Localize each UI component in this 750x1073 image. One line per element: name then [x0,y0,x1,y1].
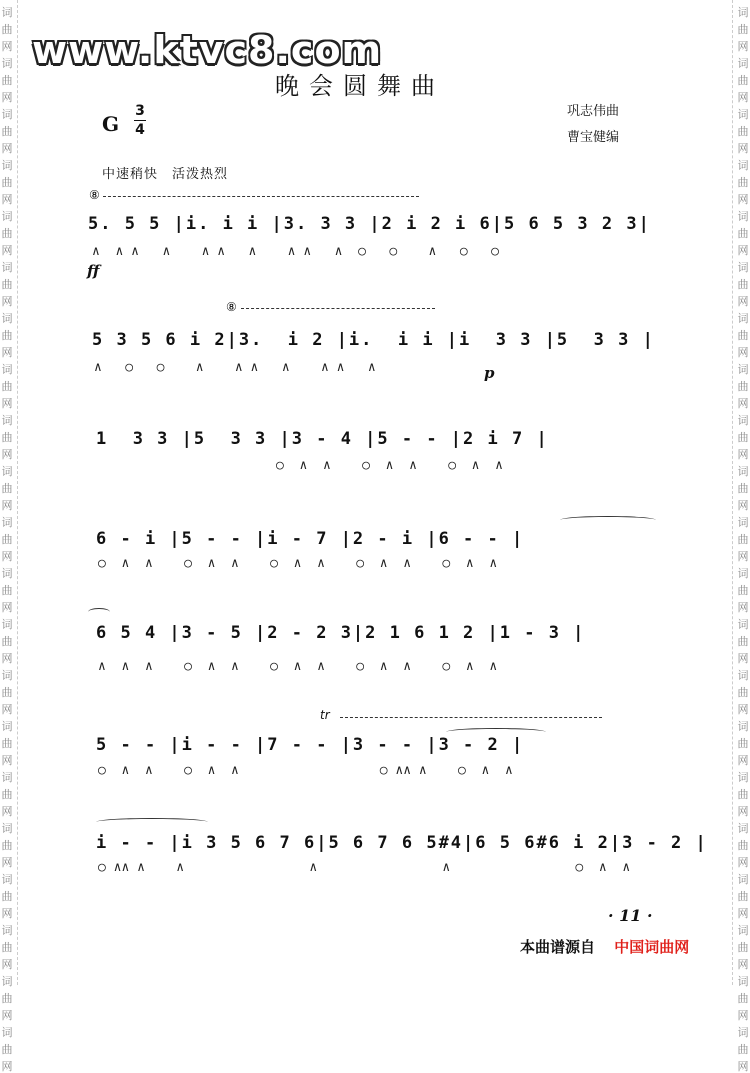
side-watermark-char: 词 [737,312,749,325]
side-watermark-char: 曲 [1,788,13,801]
side-watermark-char: 曲 [737,941,749,954]
site-watermark: www.ktvc8.com [32,28,383,72]
side-watermark-char: 网 [737,295,749,308]
side-watermark-char: 词 [737,159,749,172]
side-watermark-char: 词 [1,363,13,376]
articulation-row-6: ○ ∧ ∧ ○ ∧ ∧ ○ ∧∧ ∧ ○ ∧ ∧ [98,763,513,778]
side-watermark-char: 词 [1,414,13,427]
side-watermark-char: 曲 [1,227,13,240]
side-watermark-char: 曲 [737,278,749,291]
side-watermark-char: 曲 [1,74,13,87]
side-watermark-char: 词 [737,975,749,988]
side-watermark-char: 曲 [737,329,749,342]
side-watermark-char: 曲 [1,737,13,750]
side-watermark-char: 曲 [737,737,749,750]
side-watermark-char: 网 [737,550,749,563]
side-watermark-char: 曲 [737,176,749,189]
side-watermark-char: 网 [1,448,13,461]
side-watermark-char: 词 [1,822,13,835]
time-signature [134,103,146,138]
octave-dashed-line [103,196,419,197]
tie-arc [560,516,656,524]
source-site-link[interactable]: 中国词曲网 [614,938,690,956]
side-watermark-char: 网 [737,91,749,104]
side-watermark-char: 词 [737,567,749,580]
side-watermark-char: 词 [737,261,749,274]
side-watermark-char: 网 [1,958,13,971]
key-signature: G [102,112,120,136]
side-watermark-char: 曲 [737,125,749,138]
side-watermark-char: 词 [1,108,13,121]
side-watermark-char: 词 [737,108,749,121]
side-watermark-char: 网 [737,652,749,665]
side-watermark-char: 曲 [1,431,13,444]
side-watermark-char: 曲 [737,533,749,546]
side-watermark-char: 网 [1,550,13,563]
side-watermark-char: 网 [1,295,13,308]
side-watermark-char: 曲 [1,380,13,393]
side-watermark-char: 网 [737,397,749,410]
side-watermark-char: 网 [737,703,749,716]
octave-mark: ⑧ [226,300,237,314]
side-watermark-char: 词 [737,720,749,733]
side-watermark-char: 曲 [1,839,13,852]
side-watermark-char: 网 [737,40,749,53]
side-watermark-char: 曲 [1,482,13,495]
side-watermark-char: 曲 [737,431,749,444]
side-watermark-char: 曲 [1,125,13,138]
side-watermark-char: 网 [737,1060,749,1073]
side-watermark-char: 曲 [737,227,749,240]
side-watermark-char: 词 [1,261,13,274]
side-watermark-char: 词 [1,516,13,529]
side-watermark-char: 词 [737,414,749,427]
side-watermark-char: 曲 [737,23,749,36]
side-watermark-char: 网 [737,499,749,512]
side-watermark-char: 曲 [737,686,749,699]
side-watermark-char: 网 [737,346,749,359]
side-watermark-char: 词 [737,210,749,223]
side-watermark-char: 词 [1,567,13,580]
side-watermark-char: 曲 [737,74,749,87]
side-watermark-char: 词 [737,465,749,478]
source-footer [520,936,689,957]
side-watermark-char: 网 [737,856,749,869]
side-watermark-right [736,0,750,1073]
side-watermark-char: 网 [737,601,749,614]
dynamic-ff: ff [87,262,100,280]
side-watermark-char: 网 [1,1009,13,1022]
side-watermark-char: 曲 [1,176,13,189]
side-watermark-char: 词 [737,6,749,19]
side-watermark-char: 网 [1,652,13,665]
score-row-7: i - - |i 3 5 6 7 6|5 6 7 6 5#4|6 5 6#6 i 2|3 - 2 | [96,833,708,853]
score-row-2: 5 3 5 6 i 2|3. i 2 |i. i i |i 3 3 |5 3 3 | [92,330,655,350]
side-watermark-char: 词 [1,1026,13,1039]
side-watermark-char: 词 [737,771,749,784]
side-watermark-char: 曲 [1,533,13,546]
articulation-row-1: ∧ ∧ ∧ ∧ ∧ ∧ ∧ ∧ ∧ ∧ ○ ○ ∧ ○ ○ [92,244,499,259]
side-watermark-char: 曲 [1,1043,13,1056]
side-watermark-char: 网 [1,193,13,206]
side-watermark-left [0,0,14,1073]
left-border-line [17,0,18,985]
side-watermark-char: 词 [1,57,13,70]
side-watermark-char: 词 [1,771,13,784]
side-watermark-char: 网 [737,805,749,818]
side-watermark-char: 曲 [737,890,749,903]
composer-credit: 巩志伟曲 [567,104,620,119]
side-watermark-char: 词 [737,822,749,835]
side-watermark-char: 网 [737,1009,749,1022]
side-watermark-char: 网 [1,856,13,869]
side-watermark-char: 词 [737,516,749,529]
side-watermark-char: 网 [737,448,749,461]
right-border-line [732,0,733,985]
side-watermark-char: 曲 [737,635,749,648]
side-watermark-char: 网 [1,805,13,818]
side-watermark-char: 网 [1,1060,13,1073]
tie-arc [88,608,110,616]
side-watermark-char: 网 [1,40,13,53]
side-watermark-char: 网 [1,142,13,155]
side-watermark-char: 词 [737,57,749,70]
side-watermark-char: 网 [737,958,749,971]
side-watermark-char: 网 [1,907,13,920]
articulation-row-2: ∧ ○ ○ ∧ ∧ ∧ ∧ ∧ ∧ ∧ [94,360,376,375]
articulation-row-5: ∧ ∧ ∧ ○ ∧ ∧ ○ ∧ ∧ ○ ∧ ∧ ○ ∧ ∧ [98,659,498,674]
side-watermark-char: 网 [737,907,749,920]
song-title: 晚会圆舞曲 [275,72,445,100]
side-watermark-char: 曲 [737,788,749,801]
arranger-credit: 曹宝健编 [567,130,620,145]
side-watermark-char: 曲 [1,329,13,342]
articulation-row-7: ○ ∧∧ ∧ ∧ ∧ ∧ ○ ∧ ∧ [98,860,631,875]
octave-mark: ⑧ [89,188,100,202]
score-row-3: 1 3 3 |5 3 3 |3 - 4 |5 - - |2 i 7 | [96,429,549,449]
side-watermark-char: 曲 [1,992,13,1005]
side-watermark-char: 曲 [1,635,13,648]
side-watermark-char: 词 [737,924,749,937]
side-watermark-char: 网 [1,91,13,104]
octave-dashed-line [241,308,435,309]
side-watermark-char: 网 [1,703,13,716]
side-watermark-char: 曲 [1,278,13,291]
dynamic-p: p [484,364,495,382]
side-watermark-char: 网 [1,346,13,359]
side-watermark-char: 网 [737,244,749,257]
side-watermark-char: 曲 [737,380,749,393]
side-watermark-char: 曲 [737,839,749,852]
trill-mark: tr [320,708,330,722]
side-watermark-char: 曲 [737,992,749,1005]
side-watermark-char: 网 [1,244,13,257]
side-watermark-char: 曲 [1,890,13,903]
tempo-marking: 中速稍快 活泼热烈 [102,167,229,182]
score-row-6: 5 - - |i - - |7 - - |3 - - |3 - 2 | [96,735,525,755]
side-watermark-char: 曲 [1,23,13,36]
side-watermark-char: 词 [1,924,13,937]
side-watermark-char: 曲 [1,686,13,699]
side-watermark-char: 词 [1,975,13,988]
side-watermark-char: 曲 [737,584,749,597]
articulation-row-3: ○ ∧ ∧ ○ ∧ ∧ ○ ∧ ∧ [96,458,503,473]
side-watermark-char: 词 [737,1026,749,1039]
side-watermark-char: 词 [1,6,13,19]
source-label: 本曲谱源自 [520,938,596,956]
tie-arc [96,818,208,826]
side-watermark-char: 词 [1,210,13,223]
side-watermark-char: 词 [1,618,13,631]
side-watermark-char: 网 [737,754,749,767]
side-watermark-char: 词 [1,465,13,478]
side-watermark-char: 词 [737,669,749,682]
articulation-row-4: ○ ∧ ∧ ○ ∧ ∧ ○ ∧ ∧ ○ ∧ ∧ ○ ∧ ∧ [98,556,498,571]
page-number: · 11 · [608,906,653,925]
side-watermark-char: 曲 [737,482,749,495]
side-watermark-char: 曲 [1,941,13,954]
score-row-4: 6 - i |5 - - |i - 7 |2 - i |6 - - | [96,529,525,549]
side-watermark-char: 网 [1,601,13,614]
side-watermark-char: 网 [737,142,749,155]
trill-dashed-line [340,717,602,718]
side-watermark-char: 词 [1,312,13,325]
time-top: 3 [135,103,145,119]
side-watermark-char: 曲 [1,584,13,597]
side-watermark-char: 网 [1,754,13,767]
side-watermark-char: 曲 [737,1043,749,1056]
side-watermark-char: 词 [737,873,749,886]
time-bottom: 4 [135,122,145,138]
side-watermark-char: 网 [737,193,749,206]
side-watermark-char: 词 [1,159,13,172]
side-watermark-char: 词 [1,669,13,682]
side-watermark-char: 词 [1,720,13,733]
score-row-1: 5. 5 5 |i. i i |3. 3 3 |2 i 2 i 6|5 6 5 3 2 3| [88,214,651,234]
score-row-5: 6 5 4 |3 - 5 |2 - 2 3|2 1 6 1 2 |1 - 3 | [96,623,586,643]
side-watermark-char: 词 [737,618,749,631]
side-watermark-char: 网 [1,397,13,410]
side-watermark-char: 词 [1,873,13,886]
side-watermark-char: 词 [737,363,749,376]
side-watermark-char: 网 [1,499,13,512]
